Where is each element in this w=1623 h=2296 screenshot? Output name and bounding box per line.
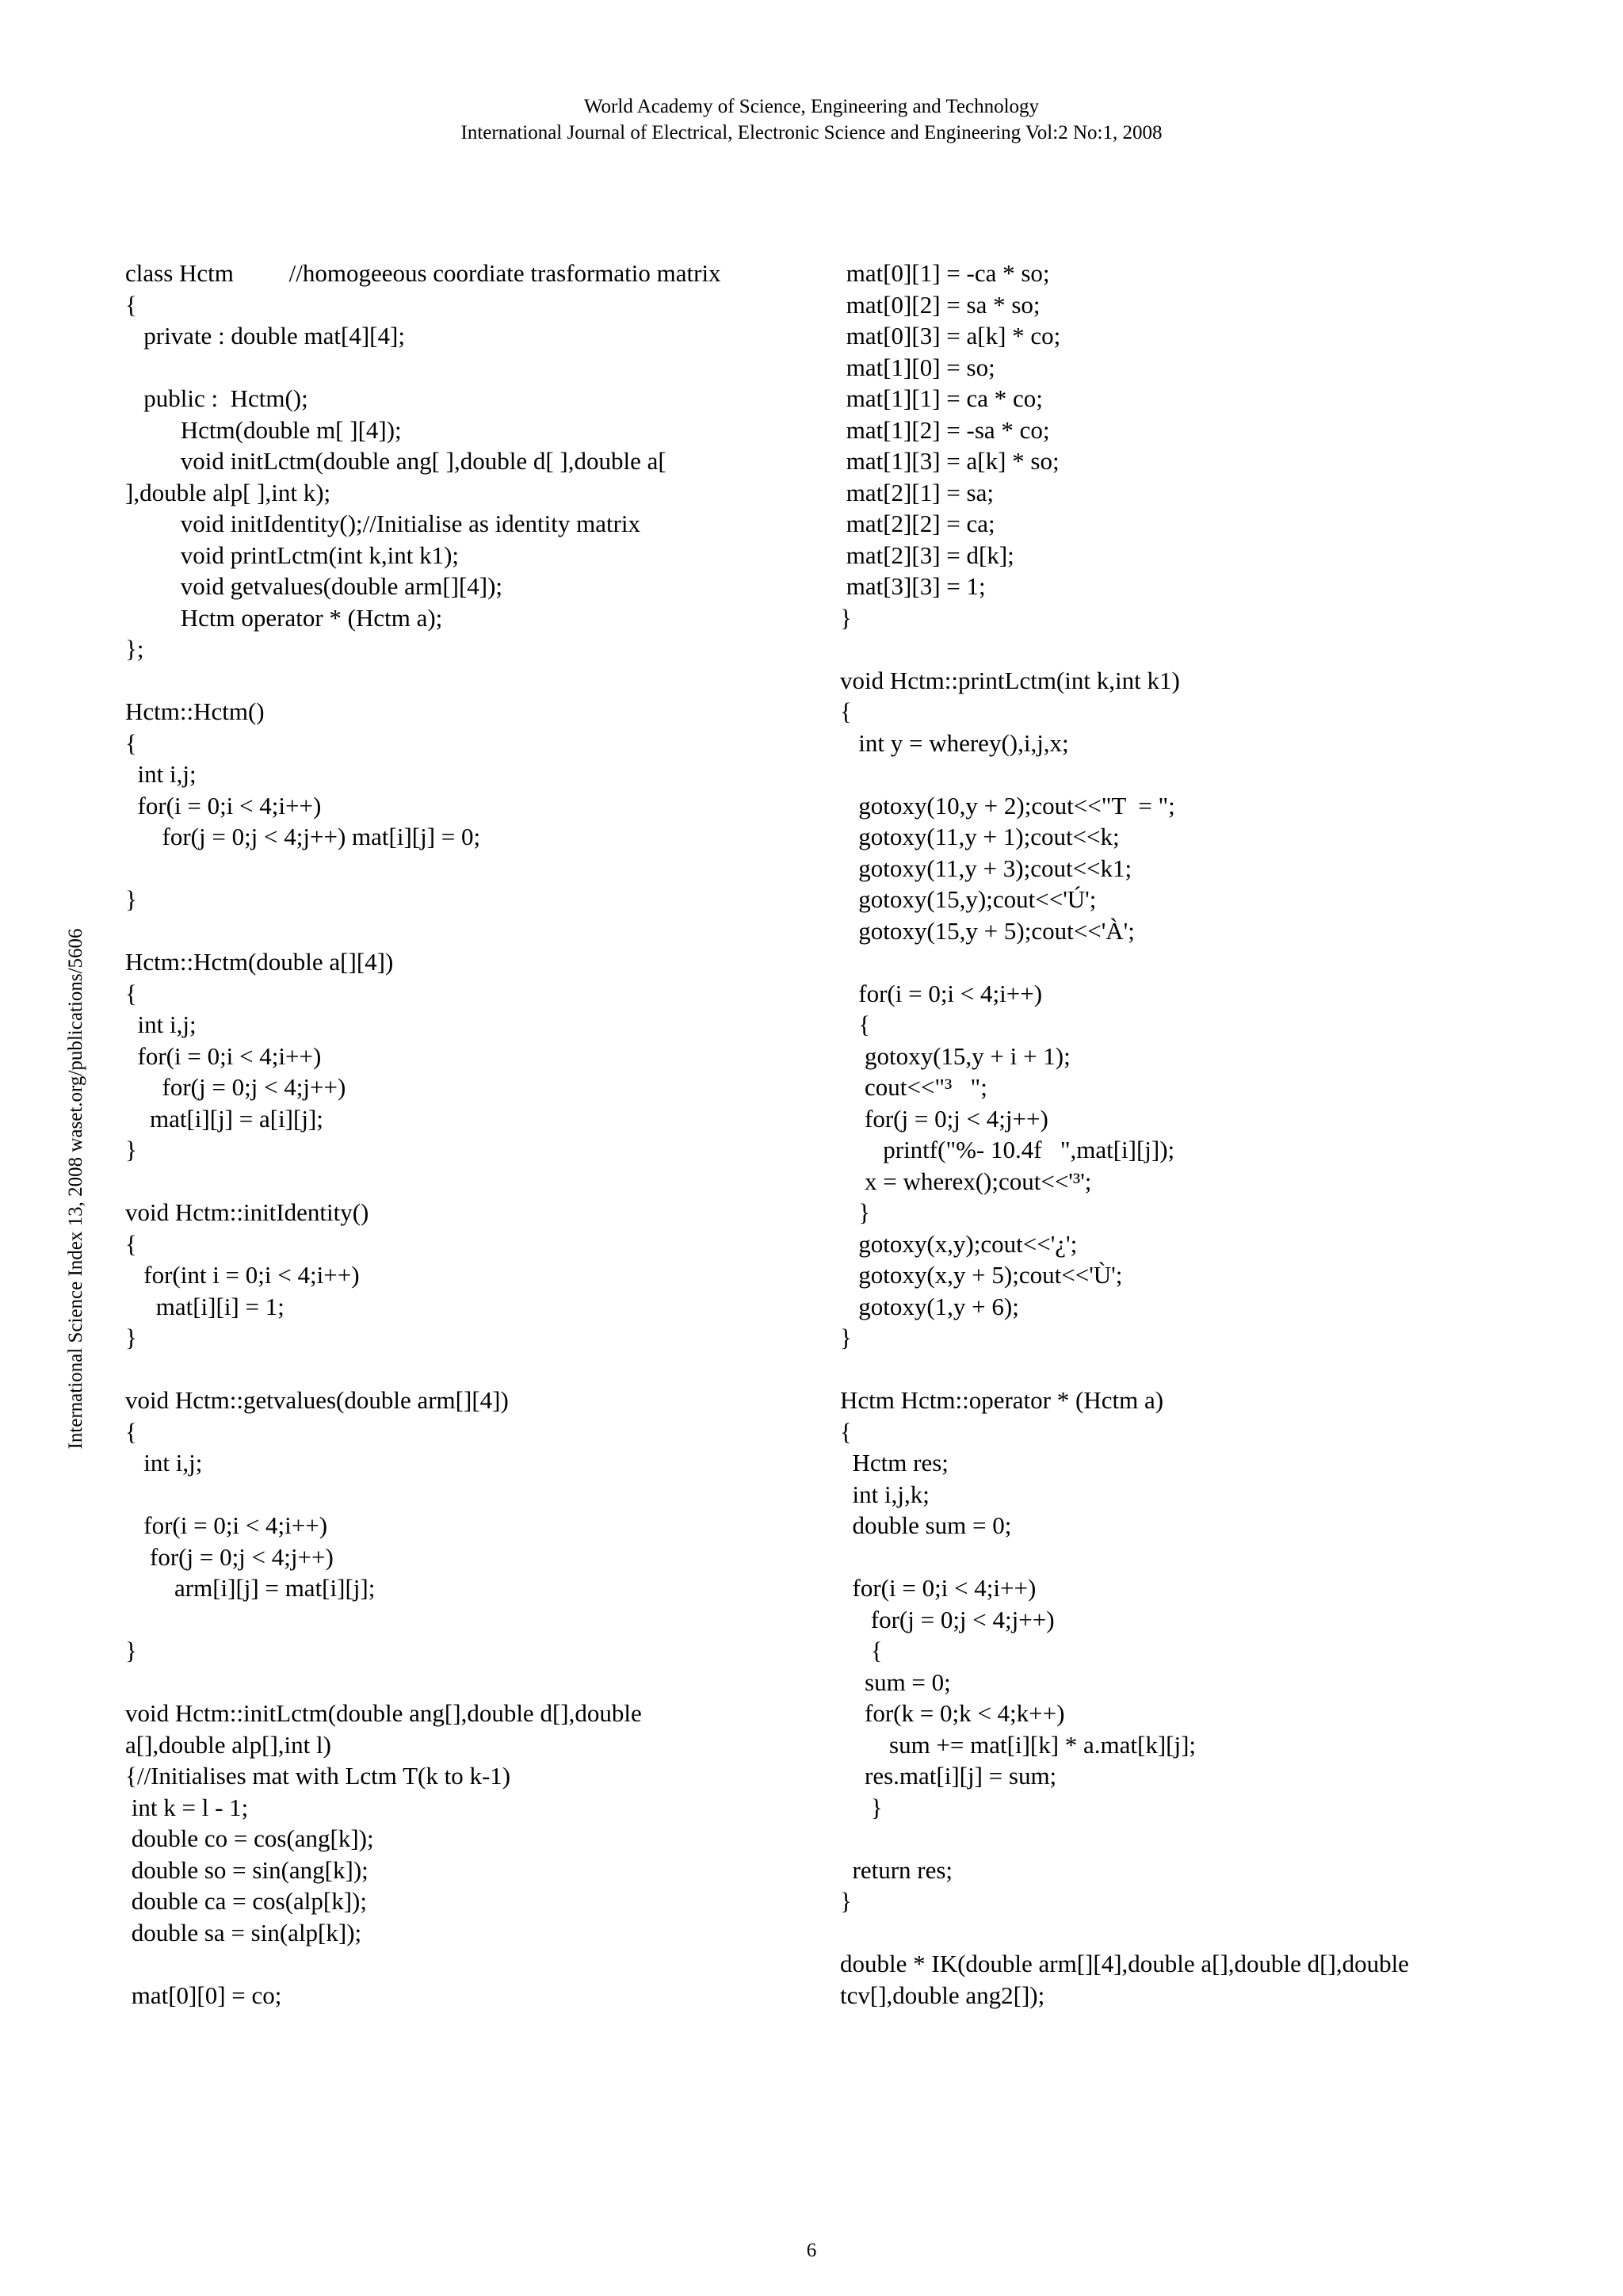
code-line: public : Hctm(); (125, 384, 308, 412)
code-line: int i,j,k; (840, 1480, 930, 1508)
code-line: { (125, 290, 137, 319)
code-line: x = wherex();cout<<'³'; (840, 1167, 1092, 1195)
code-line (125, 915, 807, 947)
code-line (840, 1917, 1537, 1949)
code-line: mat[1][3] = a[k] * so; (840, 447, 1060, 475)
code-line: for(i = 0;i < 4;i++) (125, 1511, 328, 1539)
code-line: } (840, 1324, 852, 1351)
code-line: double co = cos(ang[k]); (125, 1824, 374, 1852)
code-line: int y = wherey(),i,j,x; (840, 728, 1069, 757)
code-line: cout<<"³ "; (840, 1073, 987, 1101)
code-line: { (125, 979, 137, 1007)
code-line: gotoxy(1,y + 6); (840, 1292, 1019, 1320)
code-line: { (840, 1637, 883, 1664)
code-line: double ca = cos(alp[k]); (125, 1887, 367, 1915)
code-line: { (840, 1417, 852, 1446)
code-line: int i,j; (125, 1449, 203, 1477)
code-line: int i,j; (125, 1010, 197, 1038)
code-line (840, 1541, 1537, 1573)
code-line (125, 853, 807, 884)
code-line: tcv[],double ang2[]); (840, 1981, 1045, 2009)
code-line: return res; (840, 1855, 953, 1884)
code-line: gotoxy(15,y + 5);cout<<'À'; (840, 916, 1135, 945)
code-line: Hctm operator * (Hctm a); (125, 603, 443, 632)
code-line: mat[2][2] = ca; (840, 510, 995, 537)
code-line (840, 758, 1537, 790)
code-line: for(j = 0;j < 4;j++) (125, 1542, 334, 1571)
header-line-2: International Journal of Electrical, Electronic Science and Engineering Vol:2 No:1, 2008 (460, 122, 1163, 143)
code-line: void getvalues(double arm[][4]); (125, 572, 503, 600)
code-line (840, 1354, 1537, 1385)
code-line: mat[i][i] = 1; (125, 1292, 285, 1320)
code-line: for(j = 0;j < 4;j++) (125, 1073, 346, 1101)
code-line: mat[0][2] = sa * so; (840, 290, 1041, 319)
code-line: for(k = 0;k < 4;k++) (840, 1699, 1065, 1727)
code-line: Hctm Hctm::operator * (Hctm a) (840, 1386, 1164, 1414)
code-line: a[],double alp[],int l) (125, 1730, 331, 1759)
code-line (125, 665, 807, 697)
code-line: for(i = 0;i < 4;i++) (840, 1574, 1037, 1602)
code-line: class Hctm //homogeeous coordiate trasformatio matrix (125, 259, 721, 287)
code-line: for(i = 0;i < 4;i++) (840, 979, 1043, 1007)
code-line: } (840, 1793, 883, 1821)
code-line: mat[0][1] = -ca * so; (840, 259, 1050, 287)
code-line: void Hctm::initLctm(double ang[],double d[],double (125, 1699, 642, 1727)
code-line: sum = 0; (840, 1668, 951, 1696)
code-line: void Hctm::initIdentity() (125, 1198, 369, 1226)
code-line (125, 1479, 807, 1511)
code-line: Hctm res; (840, 1449, 949, 1477)
code-line: mat[i][j] = a[i][j]; (125, 1104, 323, 1133)
code-line: void initLctm(double ang[ ],double d[ ],double a[ (125, 447, 666, 475)
code-line: for(j = 0;j < 4;j++) (840, 1605, 1055, 1633)
code-line: }; (125, 635, 144, 663)
code-line (125, 1667, 807, 1698)
code-line: void Hctm::getvalues(double arm[][4]) (125, 1386, 509, 1414)
code-line: mat[1][2] = -sa * co; (840, 415, 1050, 444)
code-line (840, 633, 1537, 665)
code-line: gotoxy(15,y + i + 1); (840, 1041, 1071, 1070)
code-line (125, 1166, 807, 1198)
code-line: } (125, 885, 137, 913)
code-line: void Hctm::printLctm(int k,int k1) (840, 666, 1180, 694)
code-line: Hctm::Hctm(double a[][4]) (125, 948, 394, 976)
header-line-1: World Academy of Science, Engineering and Technology (583, 96, 1040, 117)
code-line: } (125, 1324, 137, 1351)
code-line: for(i = 0;i < 4;i++) (125, 791, 322, 819)
code-line: mat[2][3] = d[k]; (840, 541, 1014, 569)
code-line: { (125, 728, 137, 757)
code-line: gotoxy(10,y + 2);cout<<"T = "; (840, 791, 1175, 819)
code-line: res.mat[i][j] = sum; (840, 1762, 1057, 1790)
code-line: for(int i = 0;i < 4;i++) (125, 1261, 360, 1289)
code-line: arm[i][j] = mat[i][j]; (125, 1574, 376, 1602)
code-line: double * IK(double arm[][4],double a[],double d[],double (840, 1950, 1409, 1977)
code-line: gotoxy(x,y);cout<<'¿'; (840, 1229, 1078, 1258)
code-line: printf("%- 10.4f ",mat[i][j]); (840, 1136, 1175, 1163)
code-line: double sum = 0; (840, 1511, 1012, 1539)
code-line: void initIdentity();//Initialise as identity matrix (125, 510, 641, 537)
code-line: } (840, 603, 852, 632)
code-line (125, 1604, 807, 1636)
code-line: } (125, 1136, 137, 1163)
code-line: private : double mat[4][4]; (125, 322, 405, 350)
left-code-column (125, 258, 807, 2011)
code-line (125, 1354, 807, 1385)
code-line: for(j = 0;j < 4;j++) mat[i][j] = 0; (125, 823, 481, 850)
code-line: void printLctm(int k,int k1); (125, 541, 460, 569)
code-line: for(i = 0;i < 4;i++) (125, 1041, 322, 1070)
code-line: } (125, 1637, 137, 1664)
code-line (125, 1948, 807, 1980)
journal-header (0, 94, 1623, 146)
code-line: gotoxy(11,y + 3);cout<<k1; (840, 854, 1132, 882)
code-line: mat[2][1] = sa; (840, 478, 994, 506)
code-line: mat[0][3] = a[k] * co; (840, 322, 1061, 350)
page-number: 6 (806, 2240, 817, 2261)
code-line: { (840, 697, 852, 725)
code-line: double so = sin(ang[k]); (125, 1855, 369, 1884)
code-line (125, 352, 807, 384)
code-line: { (125, 1417, 137, 1446)
right-code-column (840, 258, 1537, 2011)
code-line: mat[3][3] = 1; (840, 572, 986, 600)
code-line: mat[1][0] = so; (840, 353, 995, 381)
code-line: for(j = 0;j < 4;j++) (840, 1104, 1048, 1133)
code-line: { (125, 1229, 137, 1258)
code-line: {//Initialises mat with Lctm T(k to k-1) (125, 1762, 511, 1790)
code-line (840, 1823, 1537, 1855)
code-line: gotoxy(15,y);cout<<'Ú'; (840, 885, 1097, 913)
code-line: int i,j; (125, 760, 197, 788)
code-line: mat[1][1] = ca * co; (840, 384, 1043, 412)
side-index-note: International Science Index 13, 2008 waset.org/publications/5606 (65, 928, 86, 1450)
code-line: } (840, 1198, 871, 1226)
code-line: int k = l - 1; (125, 1793, 249, 1821)
code-line: { (840, 1010, 871, 1038)
code-line: gotoxy(11,y + 1);cout<<k; (840, 823, 1120, 850)
code-line: Hctm::Hctm() (125, 697, 265, 725)
code-line: gotoxy(x,y + 5);cout<<'Ù'; (840, 1261, 1123, 1289)
code-line: Hctm(double m[ ][4]); (125, 415, 402, 444)
code-line: sum += mat[i][k] * a.mat[k][j]; (840, 1730, 1197, 1759)
code-line: } (840, 1887, 852, 1915)
code-line: double sa = sin(alp[k]); (125, 1918, 362, 1946)
code-line: mat[0][0] = co; (125, 1981, 282, 2009)
code-line (840, 946, 1537, 978)
code-line: ],double alp[ ],int k); (125, 478, 331, 506)
